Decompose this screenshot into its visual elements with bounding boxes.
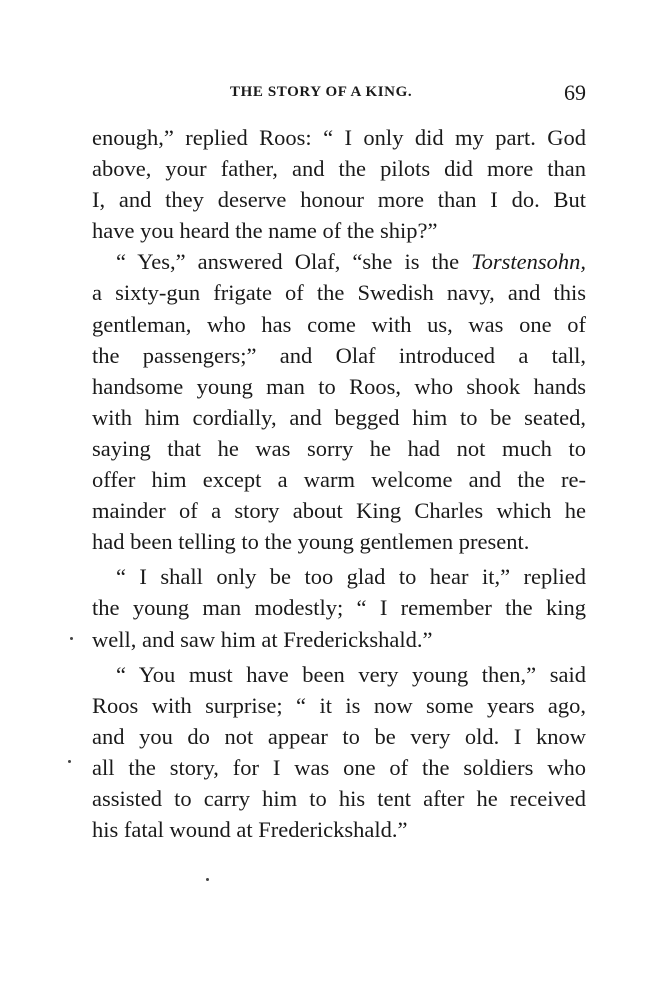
text-line: “ You must have been very young then,” said [116, 661, 586, 687]
text-fragment: “ Yes,” answered Olaf, “she is the [116, 249, 472, 275]
text-line: had been telling to the young gentlemen present. [92, 529, 530, 555]
paragraph-1 [92, 122, 586, 246]
body-text [92, 122, 586, 845]
text-line: assisted to carry him to his tent after he received [92, 785, 586, 811]
text-line: saying that he was sorry he had not much to [92, 435, 586, 461]
running-title: THE STORY OF A KING. [230, 84, 413, 100]
paper-speck [206, 878, 209, 881]
text-line: all the story, for I was one of the soldiers who [92, 754, 586, 780]
paper-speck [68, 760, 71, 763]
paragraph-3 [92, 561, 586, 654]
text-line: a sixty-gun frigate of the Swedish navy, and this [92, 280, 586, 306]
page-number: 69 [564, 80, 586, 105]
text-line: enough,” replied Roos: “ I only did my part. God [92, 125, 586, 150]
paragraph-4 [92, 659, 586, 846]
running-head [92, 80, 586, 108]
text-line: “ I shall only be too glad to hear it,” replied [116, 564, 586, 590]
paragraph-2 [92, 246, 586, 557]
text-line: the passengers;” and Olaf introduced a tall, [92, 342, 586, 368]
text-line: gentleman, who has come with us, was one of [92, 311, 586, 337]
text-line: above, your father, and the pilots did more than [92, 156, 586, 182]
text-line: I, and they deserve honour more than I do. But [92, 187, 586, 213]
text-line: with him cordially, and begged him to be seated, [92, 404, 586, 430]
text-line: Roos with surprise; “ it is now some years ago, [92, 692, 586, 718]
ship-name: Torstensohn, [471, 249, 586, 275]
paper-speck [70, 637, 73, 640]
text-line: mainder of a story about King Charles which he [92, 498, 586, 524]
text-line [92, 246, 586, 277]
text-line: and you do not appear to be very old. I know [92, 723, 586, 749]
text-line: his fatal wound at Frederickshald.” [92, 817, 408, 843]
text-line: have you heard the name of the ship?” [92, 218, 438, 244]
text-line: the young man modestly; “ I remember the king [92, 595, 586, 621]
text-line: well, and saw him at Frederickshald.” [92, 626, 433, 652]
text-line: offer him except a warm welcome and the re- [92, 467, 586, 493]
text-line: handsome young man to Roos, who shook hands [92, 373, 586, 399]
